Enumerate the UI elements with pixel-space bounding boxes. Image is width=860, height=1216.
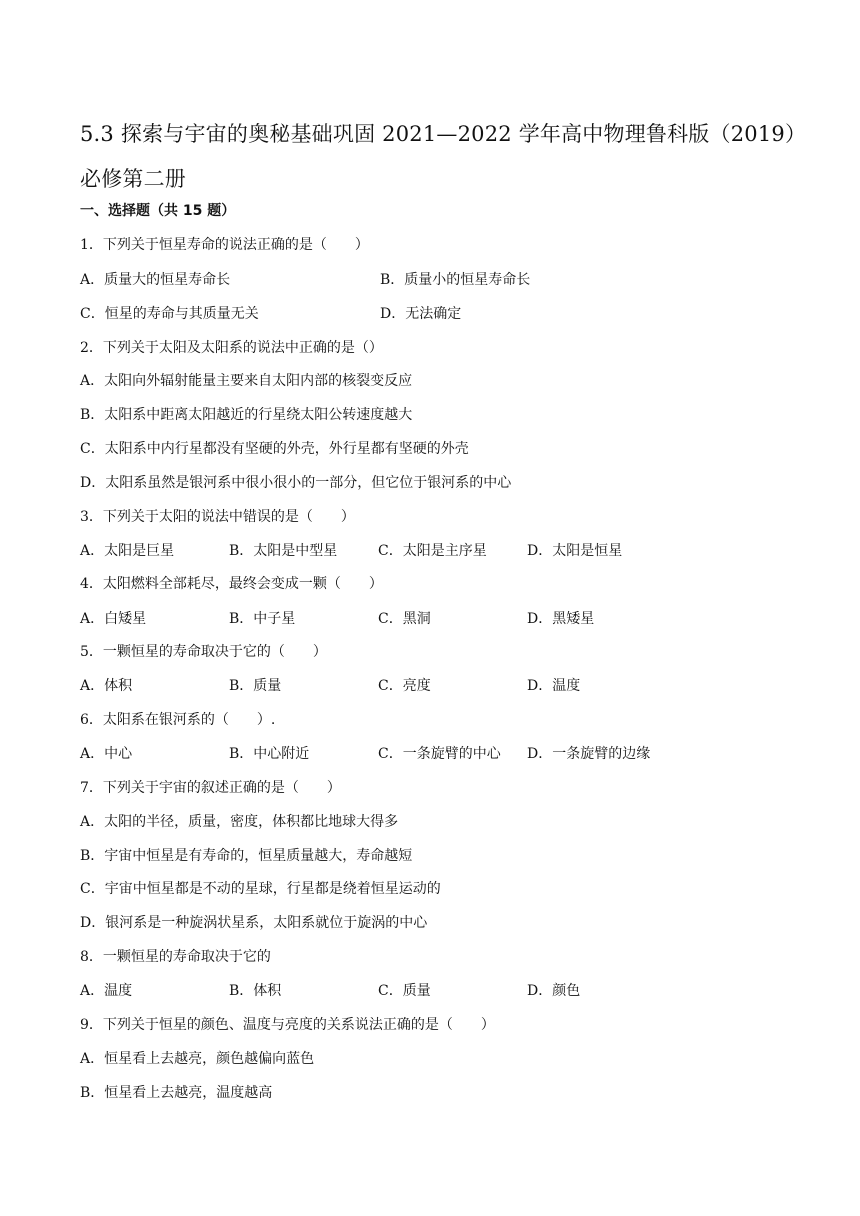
question-2-option-a: A．太阳向外辐射能量主要来自太阳内部的核裂变反应 xyxy=(80,373,413,389)
question-3-option-b: B．太阳是中型星 xyxy=(229,543,338,559)
question-1-stem: 1．下列关于恒星寿命的说法正确的是（ ） xyxy=(80,237,369,253)
question-9-option-a: A．恒星看上去越亮，颜色越偏向蓝色 xyxy=(80,1051,315,1067)
question-9-stem: 9．下列关于恒星的颜色、温度与亮度的关系说法正确的是（ ） xyxy=(80,1017,495,1033)
question-5-option-b: B．质量 xyxy=(229,678,282,694)
question-7-option-a: A．太阳的半径，质量，密度，体积都比地球大得多 xyxy=(80,814,399,830)
question-3-option-d: D．太阳是恒星 xyxy=(527,543,623,559)
question-3-option-a: A．太阳是巨星 xyxy=(80,543,175,559)
document-title: 5.3 探索与宇宙的奥秘基础巩固 2021—2022 学年高中物理鲁科版（2019）必修第二册 xyxy=(80,122,807,191)
question-5-option-a: A．体积 xyxy=(80,678,133,694)
question-6-option-d: D．一条旋臂的边缘 xyxy=(527,746,651,762)
question-5-stem: 5．一颗恒星的寿命取决于它的（ ） xyxy=(80,644,327,660)
question-4-option-d: D．黑矮星 xyxy=(527,611,595,627)
question-8-option-d: D．颜色 xyxy=(527,983,581,999)
question-8-option-c: C．质量 xyxy=(378,983,431,999)
question-7-option-b: B．宇宙中恒星是有寿命的，恒星质量越大，寿命越短 xyxy=(80,848,413,864)
question-8-stem: 8．一颗恒星的寿命取决于它的 xyxy=(80,949,271,965)
question-1-option-c: C．恒星的寿命与其质量无关 xyxy=(80,306,259,322)
question-2-option-b: B．太阳系中距离太阳越近的行星绕太阳公转速度越大 xyxy=(80,407,413,423)
question-2-option-d: D．太阳系虽然是银河系中很小很小的一部分，但它位于银河系的中心 xyxy=(80,475,512,491)
question-6-option-c: C．一条旋臂的中心 xyxy=(378,746,501,762)
question-9-option-b: B．恒星看上去越亮，温度越高 xyxy=(80,1085,273,1101)
question-2-stem: 2．下列关于太阳及太阳系的说法中正确的是（） xyxy=(80,340,383,356)
question-3-stem: 3．下列关于太阳的说法中错误的是（ ） xyxy=(80,509,355,525)
question-3-option-c: C．太阳是主序星 xyxy=(378,543,487,559)
question-4-option-a: A．白矮星 xyxy=(80,611,147,627)
section-heading: 一、选择题（共 15 题） xyxy=(80,203,236,219)
question-7-option-d: D．银河系是一种旋涡状星系，太阳系就位于旋涡的中心 xyxy=(80,915,428,931)
question-7-stem: 7．下列关于宇宙的叙述正确的是（ ） xyxy=(80,780,341,796)
question-7-option-c: C．宇宙中恒星都是不动的星球，行星都是绕着恒星运动的 xyxy=(80,881,441,897)
question-4-option-b: B．中子星 xyxy=(229,611,296,627)
question-5-option-d: D．温度 xyxy=(527,678,581,694)
question-4-stem: 4．太阳燃料全部耗尽，最终会变成一颗（ ） xyxy=(80,576,383,592)
question-4-option-c: C．黑洞 xyxy=(378,611,431,627)
question-1-option-d: D．无法确定 xyxy=(380,306,462,322)
question-2-option-c: C．太阳系中内行星都没有坚硬的外壳，外行星都有坚硬的外壳 xyxy=(80,441,469,457)
question-6-option-b: B．中心附近 xyxy=(229,746,310,762)
question-8-option-a: A．温度 xyxy=(80,983,133,999)
question-1-option-b: B．质量小的恒星寿命长 xyxy=(380,272,531,288)
question-1-option-a: A．质量大的恒星寿命长 xyxy=(80,272,231,288)
question-5-option-c: C．亮度 xyxy=(378,678,431,694)
question-6-stem: 6．太阳系在银河系的（ ）. xyxy=(80,712,276,728)
question-8-option-b: B．体积 xyxy=(229,983,282,999)
question-6-option-a: A．中心 xyxy=(80,746,133,762)
